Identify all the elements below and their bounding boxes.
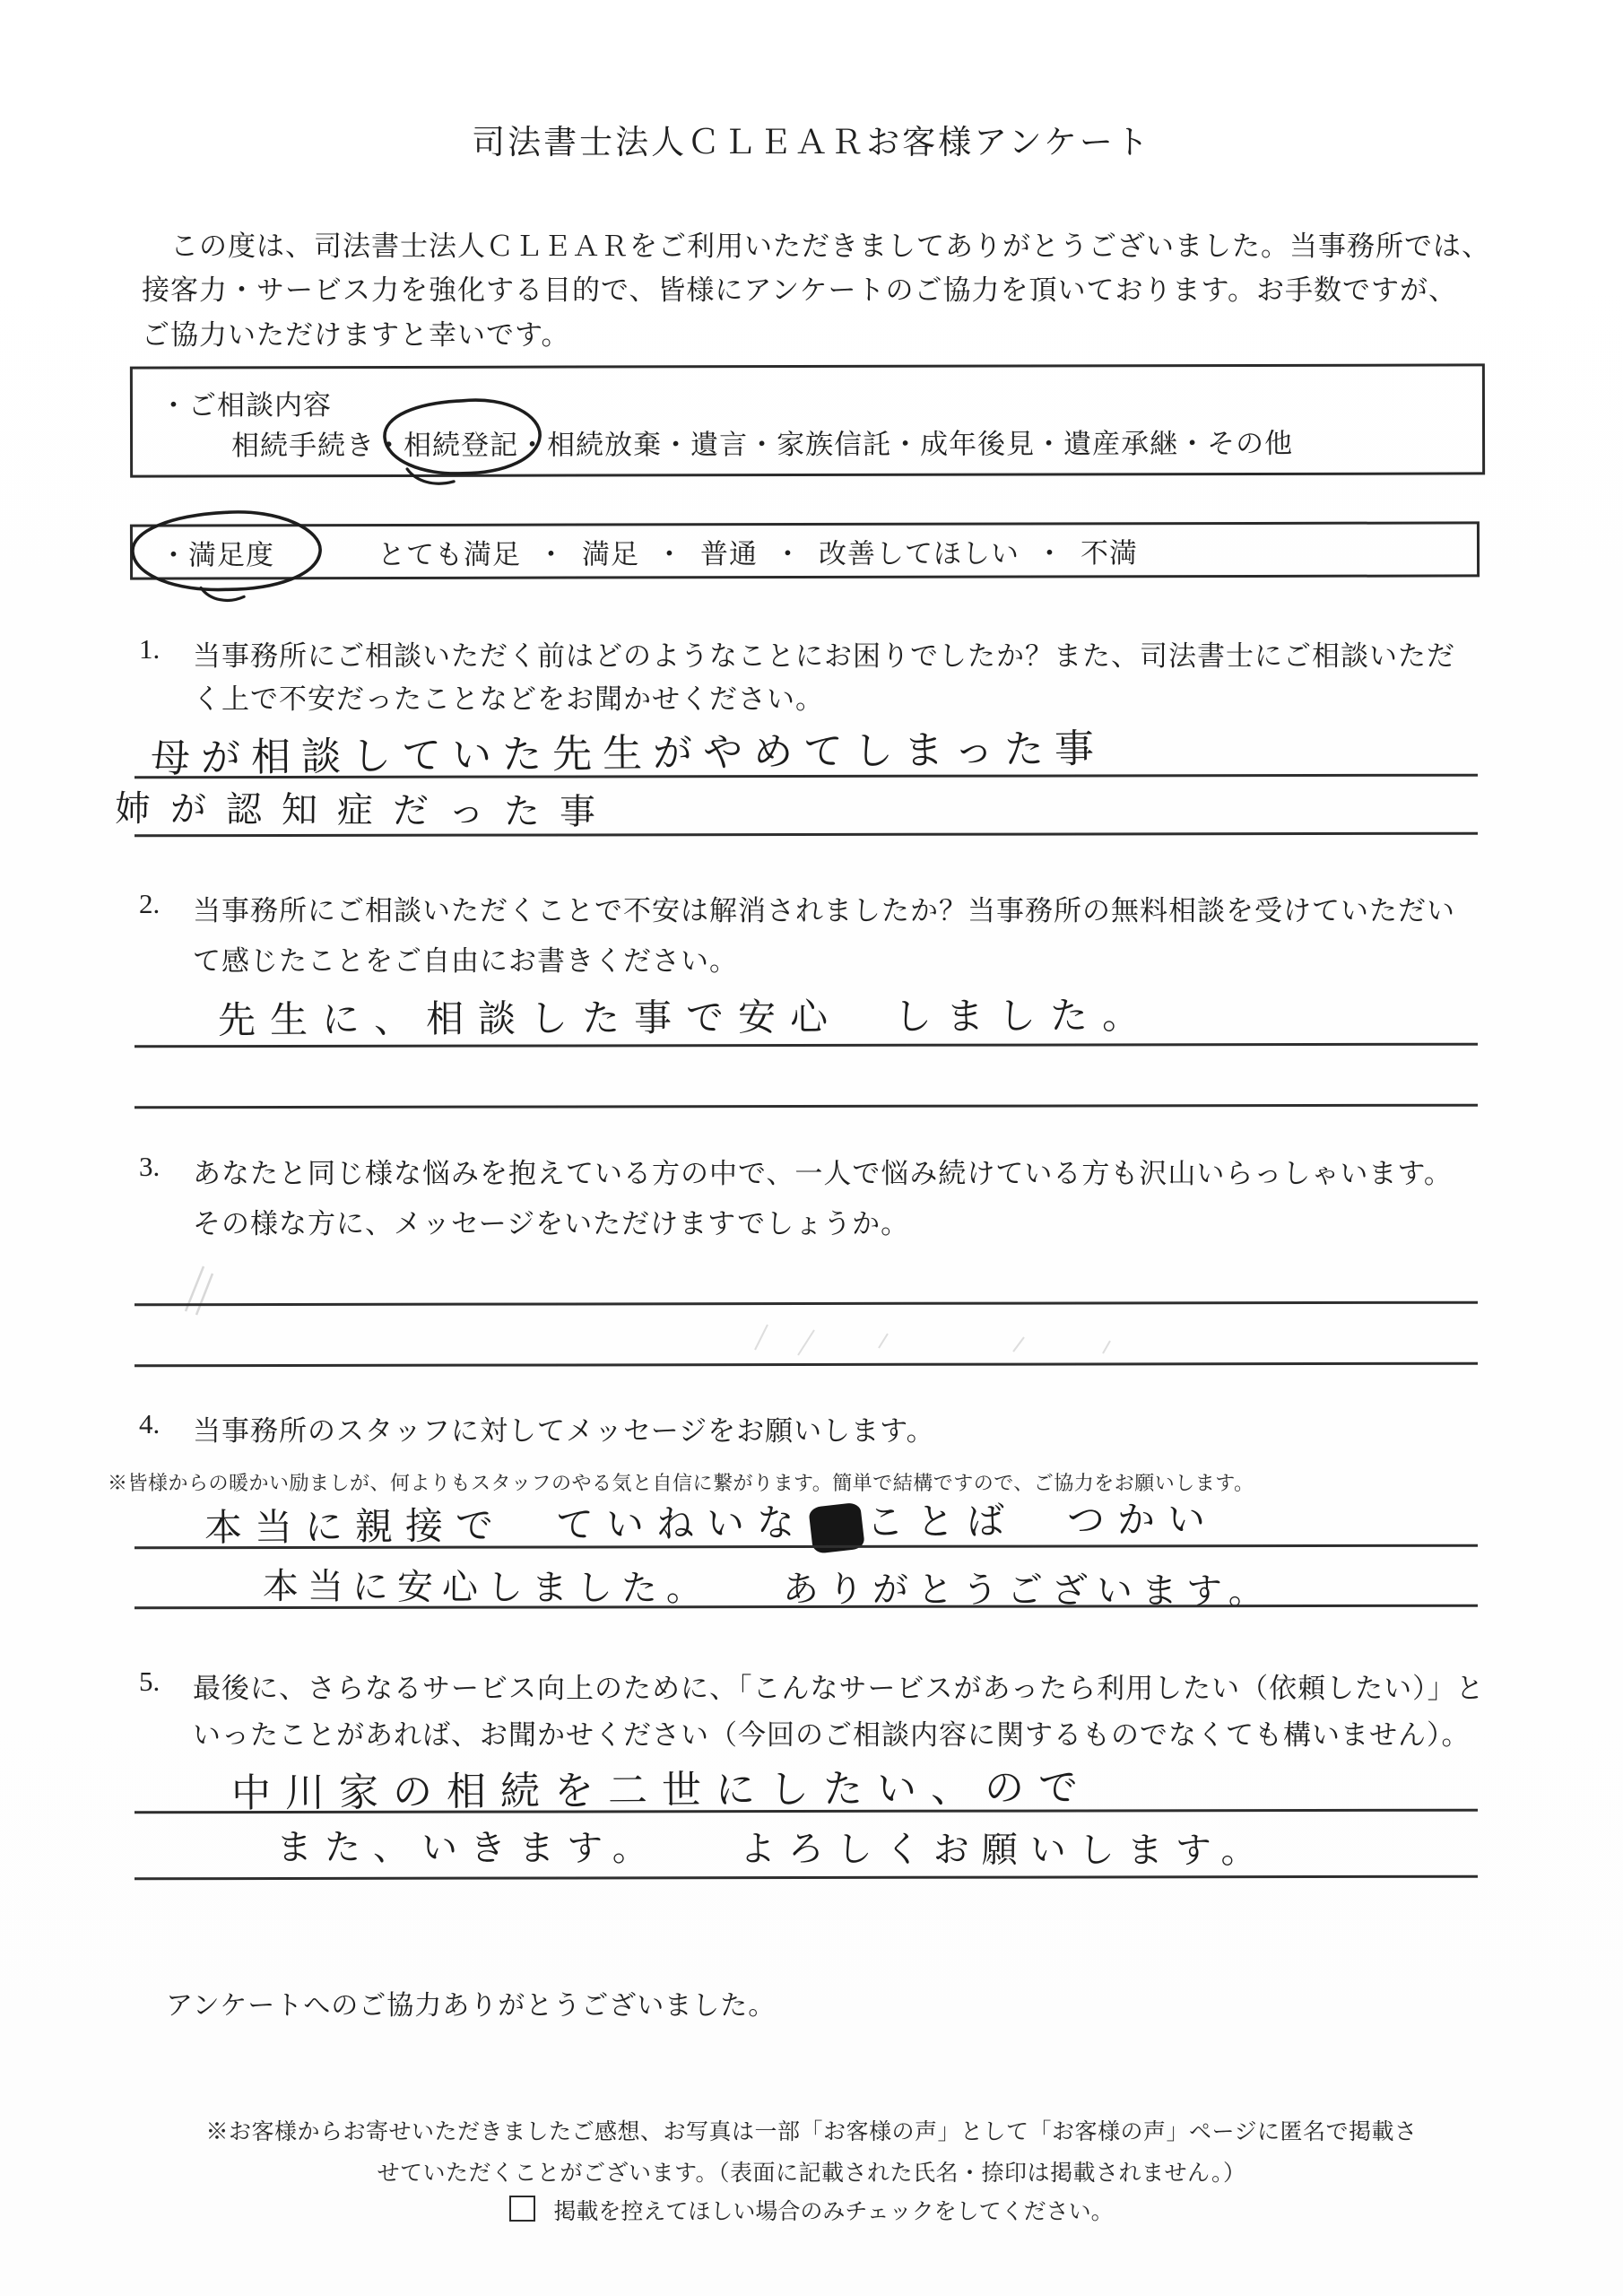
question-number: 2. bbox=[139, 888, 161, 919]
satisfaction-option-fuman[interactable]: 不満 bbox=[1080, 536, 1139, 569]
consultation-box bbox=[130, 363, 1485, 477]
question-text: 当事務所にご相談いただくことで不安は解消されましたか？当事務所の無料相談を受けていただい bbox=[193, 895, 1455, 926]
question-text: て感じたことをご自由にお書きください。 bbox=[193, 945, 738, 977]
consultation-label: ・ご相談内容 bbox=[159, 389, 332, 422]
footer-note-line: せていただくことがございます。（表面に記載された氏名・捺印は掲載されません。） bbox=[377, 2161, 1246, 2186]
option-separator: ・ bbox=[536, 538, 567, 570]
intro-line: ご協力いただけますと幸いです。 bbox=[142, 319, 570, 351]
question-number: 5. bbox=[139, 1665, 161, 1697]
question-number: 4. bbox=[139, 1408, 161, 1439]
handwritten-answer-part: ことば つかい bbox=[865, 1497, 1219, 1544]
satisfaction-option-totemo-manzoku[interactable]: とても満足 bbox=[377, 538, 522, 570]
page-title: 司法書士法人ＣＬＥＡＲお客様アンケート bbox=[472, 125, 1151, 161]
option-separator: ・ bbox=[773, 537, 803, 570]
consultation-options bbox=[231, 421, 1293, 463]
question-text: く上で不安だったことなどをお聞かせください。 bbox=[193, 683, 824, 715]
question-text: 最後に、さらなるサービス向上のために、「こんなサービスがあったら利用したい（依頼したい）」と bbox=[193, 1673, 1485, 1704]
question-text: いったことがあれば、お聞かせください（今回のご相談内容に関するものでなくても構いません）。 bbox=[193, 1719, 1471, 1751]
option-separator: ・ bbox=[655, 537, 685, 570]
handwritten-answer: また、いきます。 よろしくお願いします。 bbox=[275, 1827, 1270, 1872]
option-separator: ・ bbox=[518, 429, 548, 461]
handwritten-answer: 先生に、相談した事で安心 しました。 bbox=[217, 993, 1155, 1042]
scan-smudge bbox=[744, 1314, 1130, 1368]
consultation-option-isan-shoukei[interactable]: 遺産承継 bbox=[1063, 428, 1179, 460]
consultation-option-souzoku-tetsuzuki[interactable]: 相続手続き bbox=[231, 430, 376, 462]
handwritten-answer: 母が相談していた先生がやめてしまった事 bbox=[150, 726, 1106, 782]
question-number: 1. bbox=[139, 633, 161, 665]
consultation-option-yuigon[interactable]: 遺言 bbox=[690, 429, 749, 461]
question-note: ※皆様からの暖かい励ましが、何よりもスタッフのやる気と自信に繋がります。簡単で結構ですので、ご協力をお願いします。 bbox=[108, 1472, 1254, 1494]
handwritten-answer: 本当に安心しました。 ありがとうございます。 bbox=[262, 1566, 1273, 1613]
question-text: その様な方に、メッセージをいただけますでしょうか。 bbox=[193, 1208, 910, 1239]
satisfaction-option-futsuu[interactable]: 普通 bbox=[699, 537, 759, 570]
satisfaction-label-text: ・満足度 bbox=[159, 538, 275, 571]
scan-smudge bbox=[175, 1256, 229, 1320]
satisfaction-label bbox=[160, 532, 274, 572]
checkbox-label: 掲載を控えてほしい場合のみチェックをしてください。 bbox=[553, 2200, 1114, 2224]
question-text: 当事務所にご相談いただく前はどのようなことにお困りでしたか？また、司法書士にご相談いただ bbox=[193, 640, 1455, 672]
handwritten-answer: 中川家の相続を二世にしたい、ので bbox=[230, 1764, 1093, 1817]
handwritten-answer-part: 本当に親接で ていねいな bbox=[204, 1500, 808, 1550]
footer-checkbox-row bbox=[0, 2194, 1623, 2226]
question-text: 当事務所のスタッフに対してメッセージをお願いします。 bbox=[193, 1415, 935, 1447]
answer-line bbox=[135, 1875, 1478, 1881]
question-text: あなたと同じ様な悩みを抱えている方の中で、一人で悩み続けている方も沢山いらっしゃいます。 bbox=[193, 1158, 1453, 1189]
option-separator: ・ bbox=[375, 429, 404, 462]
option-separator: ・ bbox=[1035, 428, 1064, 460]
satisfaction-options bbox=[378, 530, 1138, 572]
handwritten-answer: 姉が認知症だった事 bbox=[114, 788, 616, 833]
no-publish-checkbox[interactable] bbox=[509, 2196, 535, 2222]
option-separator: ・ bbox=[748, 429, 777, 461]
satisfaction-option-manzoku[interactable]: 満足 bbox=[581, 537, 640, 570]
handwritten-answer bbox=[204, 1490, 1219, 1552]
option-separator: ・ bbox=[891, 428, 921, 460]
consultation-option-label: 相続登記 bbox=[404, 429, 519, 461]
option-separator: ・ bbox=[1178, 428, 1208, 460]
intro-line: 接客力・サービス力を強化する目的で、皆様にアンケートのご協力を頂いております。お手数ですが、 bbox=[142, 274, 1458, 306]
answer-line bbox=[135, 1104, 1478, 1109]
consultation-option-sonota[interactable]: その他 bbox=[1207, 427, 1294, 460]
consultation-option-souzoku-touki[interactable] bbox=[404, 422, 518, 463]
answer-line bbox=[135, 1301, 1478, 1307]
consultation-option-souzoku-houki[interactable]: 相続放棄 bbox=[547, 429, 663, 461]
consultation-option-kazoku-shintaku[interactable]: 家族信託 bbox=[777, 428, 892, 461]
closing-text: アンケートへのご協力ありがとうございました。 bbox=[166, 1991, 777, 2021]
footer-note-line: ※お客様からお寄せいただきましたご感想、お写真は一部「お客様の声」として「お客様の声」ページに匿名で掲載さ bbox=[205, 2120, 1418, 2144]
consultation-option-seinen-kouken[interactable]: 成年後見 bbox=[920, 428, 1036, 460]
option-separator: ・ bbox=[1035, 536, 1065, 569]
satisfaction-option-kaizen[interactable]: 改善してほしい bbox=[818, 536, 1020, 570]
option-separator: ・ bbox=[662, 429, 691, 461]
satisfaction-box bbox=[130, 521, 1480, 579]
intro-line: この度は、司法書士法人ＣＬＥＡＲをご利用いただきましてありがとうございました。当事務所では、 bbox=[142, 230, 1490, 262]
question-number: 3. bbox=[139, 1151, 161, 1182]
